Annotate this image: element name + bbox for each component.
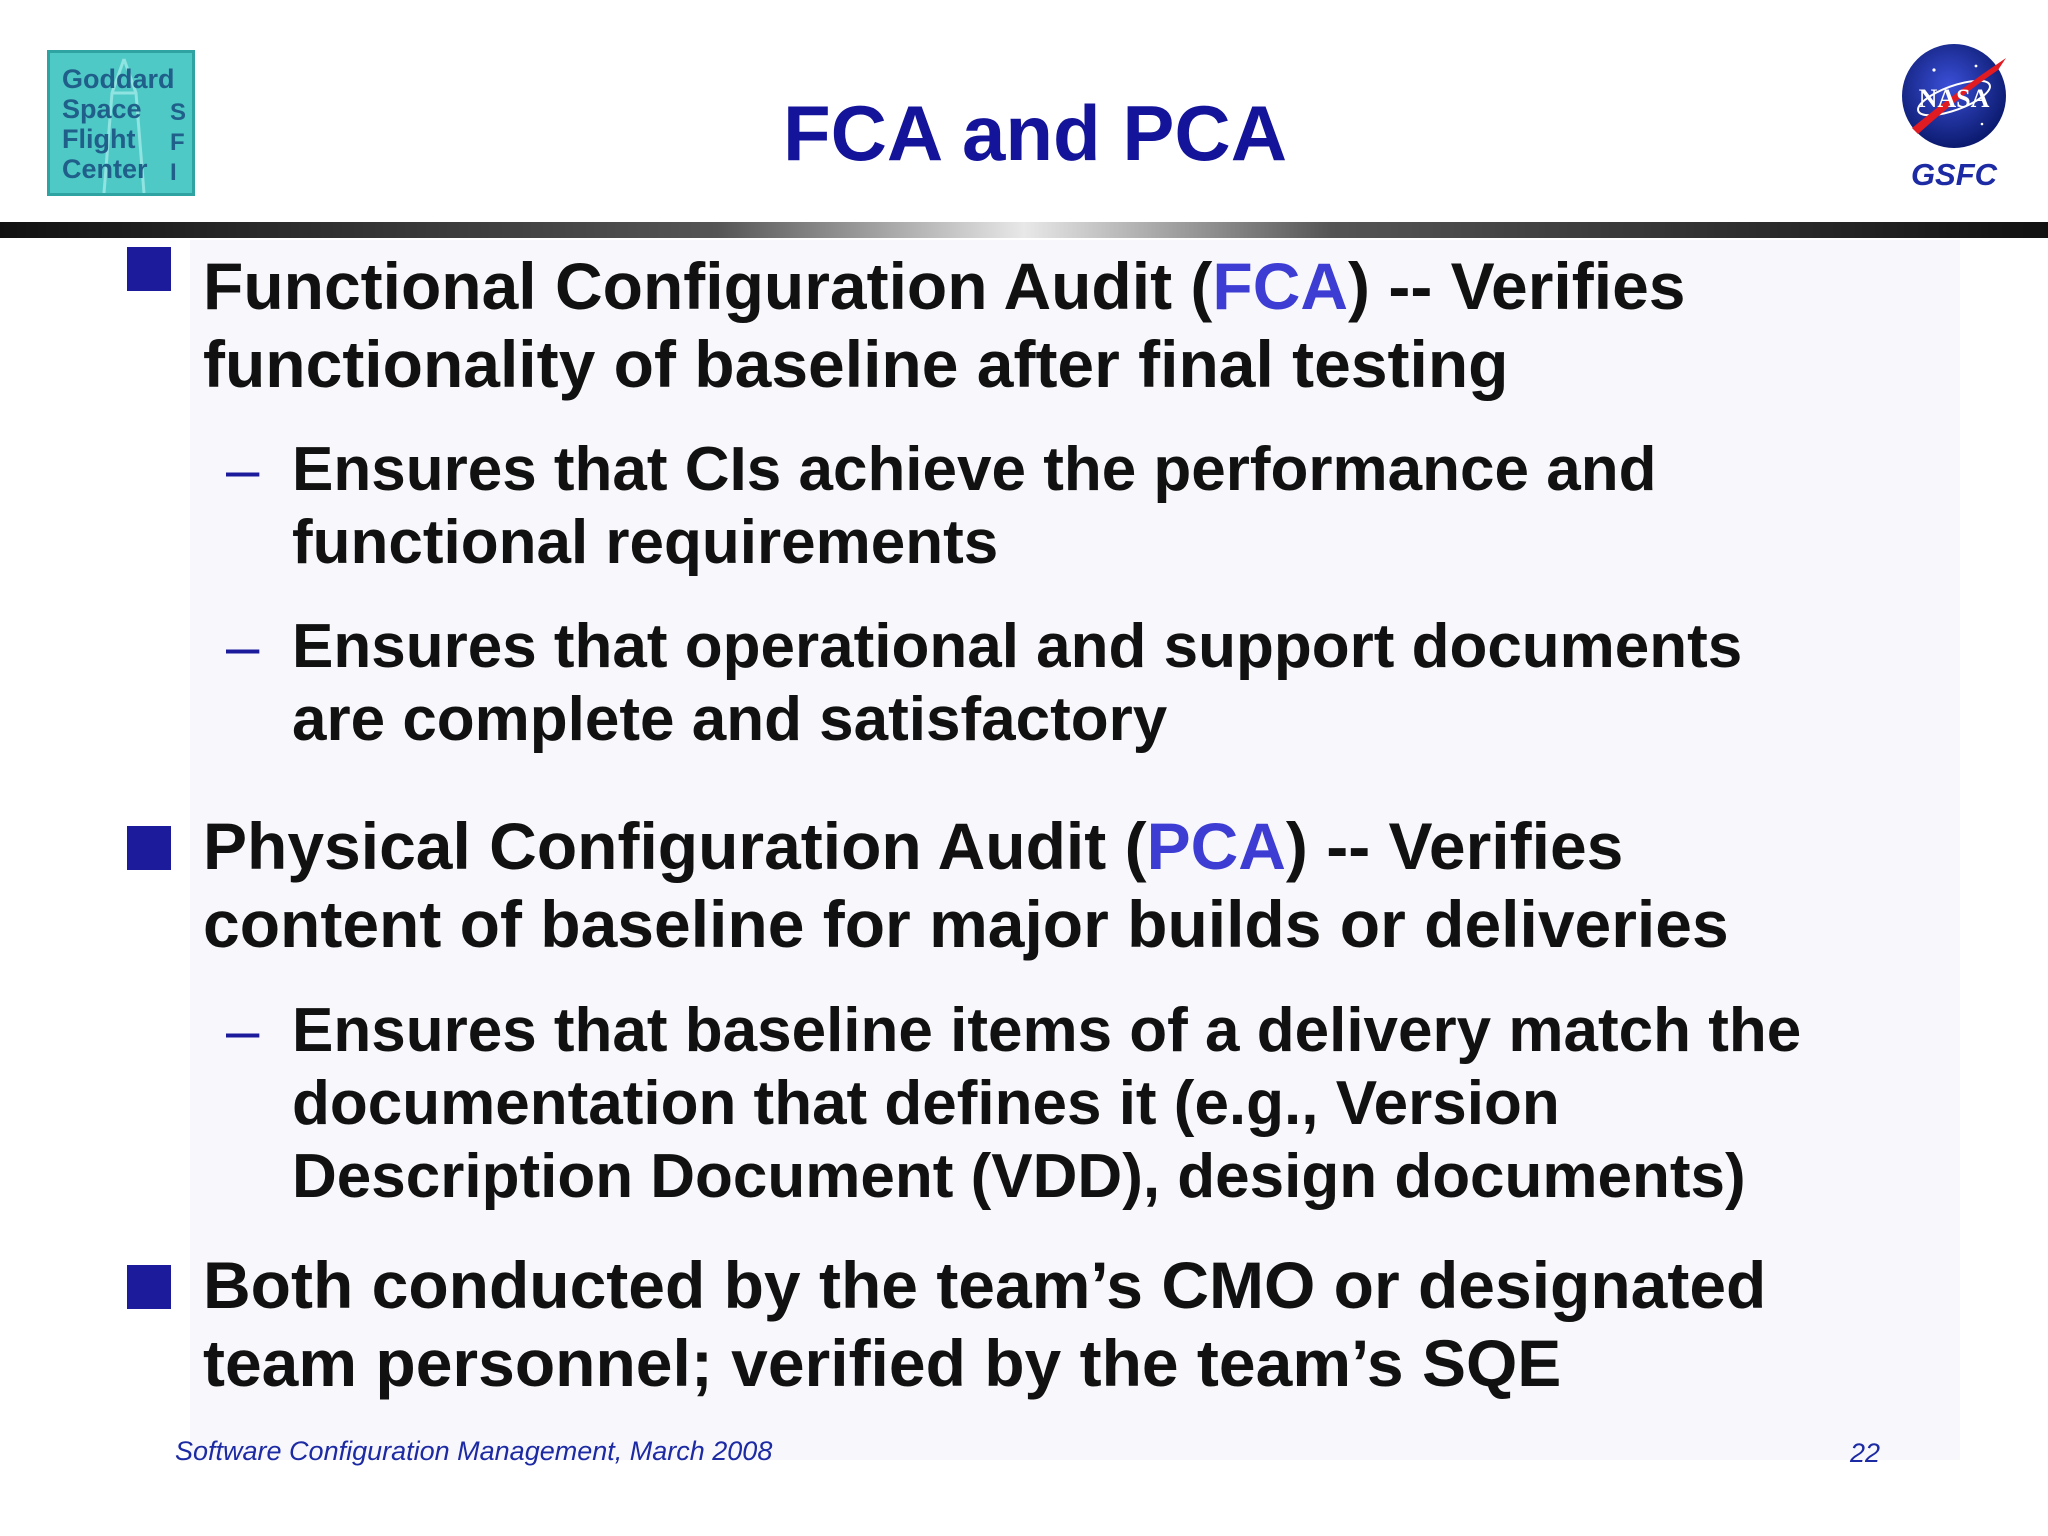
nasa-meatball-icon [1898, 40, 2010, 152]
nasa-emblem-text: NASA [1918, 84, 1990, 113]
bullet-both-line-1: Both conducted by the team’s CMO or designated [203, 1248, 1767, 1322]
slide-title: FCA and PCA [782, 89, 1288, 177]
logo-text-line: Flight [62, 124, 136, 154]
fca-sub-2-line-1: Ensures that operational and support documents [292, 612, 1743, 681]
bullet-fca-line-1: Functional Configuration Audit (FCA) -- Verifies [203, 249, 1686, 323]
logo-text-line: Goddard [62, 64, 175, 94]
fca-sub-1-line-2: functional requirements [292, 508, 999, 577]
org-tag: GSFC [1910, 157, 1998, 192]
bullet-both-line-2: team personnel; verified by the team’s SQE [203, 1326, 1562, 1400]
logo-text-line: Center [62, 154, 148, 184]
bullet-pca-line-2: content of baseline for major builds or deliveries [203, 887, 1729, 961]
fca-sub-2-line-2: are complete and satisfactory [292, 685, 1168, 754]
square-bullet-icon [127, 247, 171, 291]
pca-sub-1-line-3: Description Document (VDD), design documents) [292, 1142, 1746, 1211]
page-number: 22 [1849, 1438, 1880, 1468]
logo-crop-letter: I [170, 159, 177, 186]
pca-acronym: PCA [1146, 809, 1286, 883]
square-bullet-icon [127, 1265, 171, 1309]
fca-acronym: FCA [1212, 249, 1349, 323]
logo-crop-letter: F [170, 129, 185, 156]
footer-title: Software Configuration Management, March 2008 [175, 1436, 773, 1466]
logo-crop-letter: S [170, 99, 187, 126]
logo-text-line: Space [62, 94, 142, 124]
title-divider [0, 222, 2048, 238]
square-bullet-icon [127, 826, 171, 870]
dash-bullet-icon: – [226, 997, 260, 1064]
dash-bullet-icon: – [226, 613, 260, 680]
dash-bullet-icon: – [226, 436, 260, 503]
bullet-pca-line-1: Physical Configuration Audit (PCA) -- Verifies [203, 809, 1624, 883]
pca-sub-1-line-1: Ensures that baseline items of a delivery match the [292, 996, 1802, 1065]
pca-sub-1-line-2: documentation that defines it (e.g., Version [292, 1069, 1560, 1138]
bullet-fca-line-2: functionality of baseline after final testing [203, 327, 1509, 401]
fca-sub-1-line-1: Ensures that CIs achieve the performance and [292, 435, 1657, 504]
